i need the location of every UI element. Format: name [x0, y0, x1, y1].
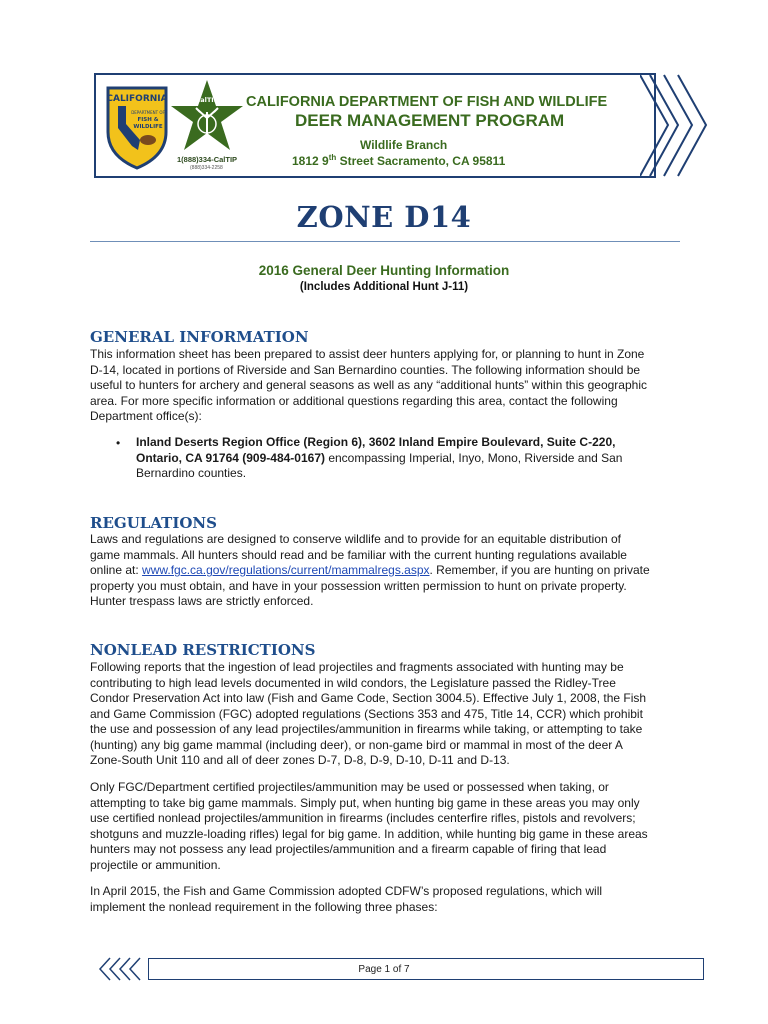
nonlead-paragraph-3: In April 2015, the Fish and Game Commission adopted CDFW’s proposed regulations, which will implement the nonlead requirement in the following three phases: [90, 884, 603, 914]
svg-text:DEPARTMENT OF: DEPARTMENT OF [131, 110, 165, 115]
document-subtitle: 2016 General Deer Hunting Information [258, 263, 510, 278]
nonlead-paragraph-1: Following reports that the ingestion of lead projectiles and fragments associated with hunting may be contributing to high lead levels documented in wild condors, the Legislature passed the Ridley-Tree Condor Preservation Act into law (Fish and Game Code, Section 3004.5). Effective July 1, 2008, the Fish and Game Commission (FGC) adopted regulations (Sections 353 and 475, Title 14, CCR) which prohibit the use and possession of any lead projectiles/ammunition in firearms while taking, or attempting to take (hunting) any big game mammal (including deer), or non-game bird or mammal in most of the deer A Zone-South Unit 110 and all of deer zones D-7, D-8, D-9, D-10, D-11 and D-13. [90, 660, 647, 767]
page-title: ZONE D14 [296, 200, 472, 234]
bullet-marker: • [116, 436, 121, 450]
branch-name: Wildlife Branch [360, 138, 448, 152]
nonlead-paragraph-2: Only FGC/Department certified projectiles/ammunition may be used or possessed when taking, or attempting to take big game mammals. Simply put, when hunting big game in these areas you may only use certified nonlead projectiles/ammunition in firearms (includes centerfire rifles, pistols and revolvers; shotguns and muzzle-loading rifles) legal for big game. In addition, while hunting big game in these areas hunters may not possess any lead projectiles/ammunition and a firearm capable of firing that lead projectile or ammunition. [90, 780, 648, 872]
program-name: DEER MANAGEMENT PROGRAM [295, 111, 565, 130]
regulations-paragraph: Laws and regulations are designed to conserve wildlife and to provide for an equitable distribution of game mammals. All hunters should read and be familiar with the current hunting regulations available online at: www.fgc.ca.gov/regulations/current/mammalregs.aspx. Remember, if you are hunting on private property you must obtain, and have in your possession written permission to hunt on private property. Hunter trespass laws are strictly enforced. [90, 532, 650, 608]
branch-address: 1812 9th Street Sacramento, CA 95811 [292, 153, 506, 168]
caltip-phone-numeric: (888)334-2258 [190, 165, 223, 171]
svg-text:CALIFORNIA: CALIFORNIA [106, 94, 168, 104]
svg-text:FISH &: FISH & [137, 117, 159, 123]
department-name: CALIFORNIA DEPARTMENT OF FISH AND WILDLIFE [246, 94, 608, 110]
cdfw-seal-logo [104, 84, 170, 170]
svg-text:CalTIP: CalTIP [195, 96, 219, 104]
svg-text:WILDLIFE: WILDLIFE [133, 124, 163, 130]
header-chevrons-decoration [640, 73, 710, 178]
heading-nonlead-restrictions: NONLEAD RESTRICTIONS [90, 641, 316, 659]
title-divider [90, 241, 680, 242]
page-number: Page 1 of 7 [358, 964, 410, 975]
region-office-bullet: Inland Deserts Region Office (Region 6), 3602 Inland Empire Boulevard, Suite C-220, Ontario, CA 91764 (909-484-0167) encompassing Imperial, Inyo, Mono, Riverside and San Bernardino counties. [136, 435, 623, 480]
general-information-paragraph: This information sheet has been prepared to assist deer hunters applying for, or planning to hunt in Zone D-14, located in portions of Riverside and San Bernardino counties. The following information should be useful to hunters for archery and general seasons as well as any “additional hunts” within this geographic area. For more specific information or additional questions regarding this area, contact the following Department office(s): [90, 347, 647, 423]
document-subtitle-note: (Includes Additional Hunt J-11) [299, 281, 469, 293]
heading-general-information: GENERAL INFORMATION [90, 328, 309, 346]
caltip-phone: 1(888)334-CalTIP [177, 155, 238, 164]
heading-regulations: REGULATIONS [90, 514, 217, 532]
mammal-regulations-link[interactable]: www.fgc.ca.gov/regulations/current/mammalregs.aspx [142, 563, 430, 577]
